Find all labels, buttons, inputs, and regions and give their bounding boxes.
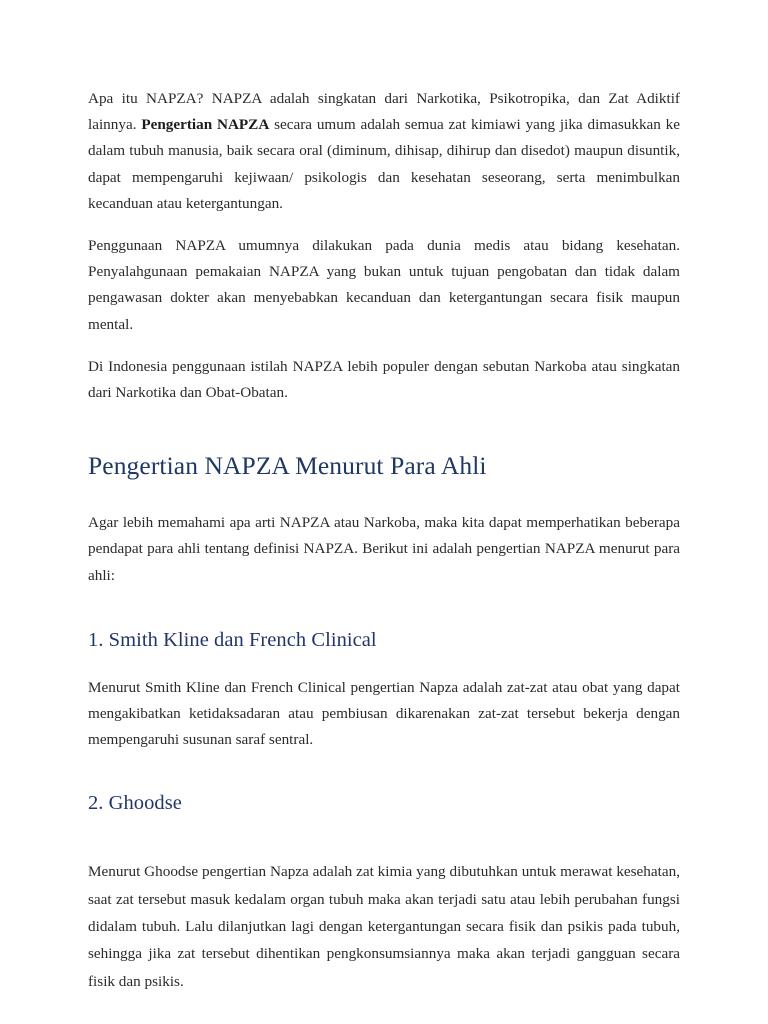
paragraph-ghoodse-definition: Menurut Ghoodse pengertian Napza adalah zat kimia yang dibutuhkan untuk merawat kesehatan, saat zat tersebut masuk kedalam organ tubuh maka akan terjadi satu atau lebih perubahan fungsi didalam tubuh. Lalu dilanjutkan lagi dengan ketergantungan secara fisik dan psikis pada tubuh, sehingga jika zat tersebut dihentikan pengkonsumsiannya maka akan terjadi gangguan secara fisik dan psikis. <box>88 863 680 990</box>
paragraph-smith-kline-definition: Menurut Smith Kline dan French Clinical pengertian Napza adalah zat-zat atau obat yang dapat mengakibatkan ketidaksadaran atau pembiusan dikarenakan zat-zat tersebut bekerja dengan mempengaruhi susunan saraf sentral. <box>88 678 680 749</box>
paragraph-intro-text-before-bold: Apa itu NAPZA? NAPZA adalah singkatan dari Narkotika, Psikotropika, dan Zat Adiktif lainnya. <box>88 90 680 134</box>
heading-spacer <box>88 406 680 450</box>
paragraph-spacer <box>88 338 680 354</box>
subheading-spacer <box>88 589 680 627</box>
paragraph-agar-lebih-memahami: Agar lebih memahami apa arti NAPZA atau Narkoba, maka kita dapat memperhatikan beberapa pendapat para ahli tentang definisi NAPZA. Berikut ini adalah pengertian NAPZA menurut para ahli: <box>88 514 680 584</box>
document-content <box>88 86 680 995</box>
paragraph-indonesia: Di Indonesia penggunaan istilah NAPZA lebih populer dengan sebutan Narkoba atau singkatan dari Narkotika dan Obat-Obatan. <box>88 357 680 402</box>
heading-spacer <box>88 482 680 510</box>
page-title: Pengertian NAPZA Menurut Para Ahli <box>88 451 487 481</box>
paragraph-intro-text-after-bold: secara umum adalah semua zat kimiawi yang jika dimasukkan ke dalam tubuh manusia, baik secara oral (diminum, dihisap, dihirup dan disedot) maupun disuntik, dapat mempengaruhi kejiwaan/ psikologis dan kesehatan seseorang, serta menimbulkan kecanduan atau ketergantungan. <box>88 116 681 212</box>
paragraph-spacer <box>88 217 680 233</box>
bold-term-pengertian-napza: Pengertian NAPZA <box>141 116 270 134</box>
subheading-spacer <box>88 817 680 858</box>
subheading-smith-kline: 1. Smith Kline dan French Clinical <box>88 628 377 651</box>
subheading-spacer <box>88 753 680 790</box>
subheading-ghoodse: 2. Ghoodse <box>88 792 182 815</box>
paragraph-intro <box>88 86 680 217</box>
subheading-spacer <box>88 654 680 675</box>
paragraph-penggunaan: Penggunaan NAPZA umumnya dilakukan pada dunia medis atau bidang kesehatan. Penyalahgunaan pemakaian NAPZA yang bukan untuk tujuan pengobatan dan tidak dalam pengawasan dokter akan menyebabkan kecanduan dan ketergantungan secara fisik maupun mental. <box>88 237 680 333</box>
